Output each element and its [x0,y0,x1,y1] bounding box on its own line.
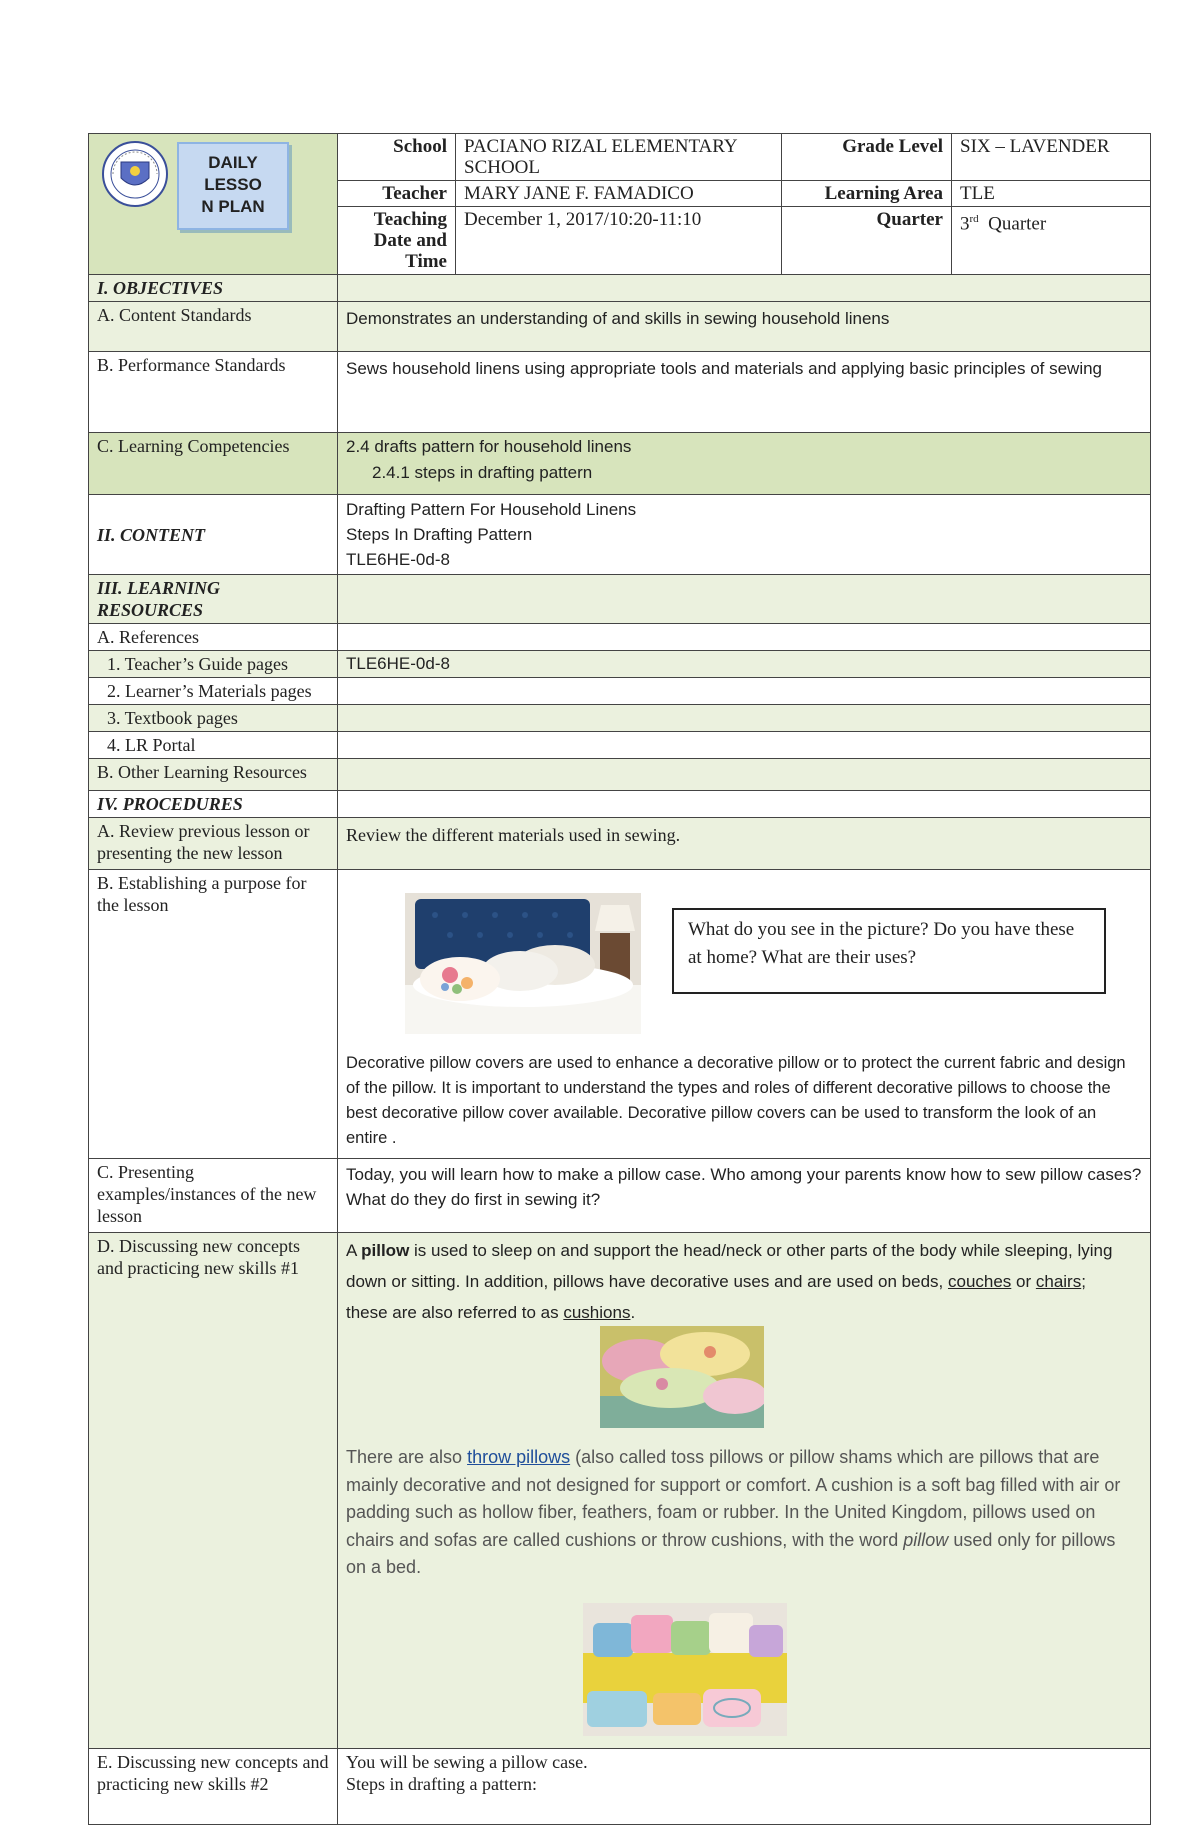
content-standards-value: Demonstrates an understanding of and skills in sewing household linens [338,302,1151,352]
discussing-1-content [338,1233,1150,1748]
pillow-p-lead: A [346,1241,362,1260]
procedures-empty [338,791,1151,818]
content-line-1: Drafting Pattern For Household Linens [346,500,637,519]
chairs-link[interactable]: chairs [1035,1272,1082,1291]
throw-p-tail: used only for pillows on a bed. [346,1529,1116,1577]
quarter-number: 3 [960,213,970,235]
learning-competencies-value [338,433,1151,495]
lr-portal-empty [338,732,1151,759]
purpose-label: B. Establishing a purpose for the lesson [89,870,338,1159]
quarter-word: Quarter [988,213,1047,235]
content-value [338,495,1151,575]
discussing-2-line-1: You will be sewing a pillow case. [346,1752,588,1772]
discussing-2-value [338,1749,1151,1825]
other-resources-label: B. Other Learning Resources [89,759,338,791]
other-resources-empty [338,759,1151,791]
grade-level-label: Grade Level [782,134,952,181]
learning-area-label: Learning Area [782,181,952,207]
objectives-heading: I. OBJECTIVES [89,275,338,302]
content-line-3: TLE6HE-0d-8 [346,550,450,569]
references-empty [338,624,1151,651]
throw-p-body: (also called toss pillows or pillow shams which are pillows that are mainly decorative and not designed for support or comfort. A cushion is a soft bag filled with air or padding such as hollow fiber, feathers, foam or rubber. In the United Kingdom, pillows used on chairs and sofas are called cushions or throw cushions, with the word [346,1447,1121,1550]
pillow-bold-word: pillow [361,1241,410,1260]
purpose-content [338,870,1150,1158]
teaching-date-label: Teaching Date and Time [338,207,456,275]
competency-line-2: 2.4.1 steps in drafting pattern [372,463,593,482]
objectives-empty [338,275,1151,302]
throw-pillows-paragraph [346,1444,1132,1582]
badge-line-2: LESSO [204,175,262,194]
discussing-2-line-2: Steps in drafting a pattern: [346,1774,537,1794]
review-lesson-value: Review the different materials used in sewing. [338,818,1151,870]
textbook-pages-label: 3. Textbook pages [89,705,338,732]
competency-line-1: 2.4 drafts pattern for household linens [346,437,632,456]
discussing-1-label: D. Discussing new concepts and practicing new skills #1 [89,1233,338,1749]
school-label: School [338,134,456,181]
review-lesson-label: A. Review previous lesson or presenting the new lesson [89,818,338,870]
purpose-value [338,870,1151,1159]
daily-lesson-plan-badge [177,142,289,230]
colorful-pillows-image [600,1326,764,1428]
teacher-label: Teacher [338,181,456,207]
presenting-examples-label: C. Presenting examples/instances of the new lesson [89,1159,338,1233]
couches-link[interactable]: couches [947,1272,1012,1291]
learners-materials-empty [338,678,1151,705]
school-value: PACIANO RIZAL ELEMENTARY SCHOOL [456,134,782,181]
logo-area [89,134,338,275]
content-standards-label: A. Content Standards [89,302,338,352]
throw-p-lead: There are also [346,1447,468,1467]
procedures-heading: IV. PROCEDURES [89,791,338,818]
teaching-date-value: December 1, 2017/10:20-11:10 [456,207,782,275]
teachers-guide-label: 1. Teacher’s Guide pages [89,651,338,678]
pillow-p-tail: ; these are also referred to as [346,1272,1086,1322]
pillow-italic-word: pillow [903,1529,949,1550]
performance-standards-value: Sews household linens using appropriate tools and materials and applying basic principles of sewing [338,352,1151,433]
throw-pillows-image [583,1603,787,1736]
decorative-pillow-text: Decorative pillow covers are used to enhance a decorative pillow or to protect the current fabric and design of the pillow. It is important to understand the types and roles of different decorative pillows to choose the best decorative pillow cover available. Decorative pillow covers can be used to transform the look of an entire . [346,1054,1126,1147]
question-box: What do you see in the picture? Do you have these at home? What are their uses? [672,908,1106,994]
performance-standards-label: B. Performance Standards [89,352,338,433]
pillow-p-body: is used to sleep on and support the head/neck or other parts of the body while sleeping, lying down or sitting. In addition, pillows have decorative uses and are used on beds, [346,1241,1113,1291]
quarter-value [952,207,1151,275]
pillow-paragraph [346,1235,1132,1328]
teachers-guide-value: TLE6HE-0d-8 [338,651,1151,678]
textbook-pages-empty [338,705,1151,732]
quarter-suffix: rd [969,213,979,225]
quarter-label: Quarter [782,207,952,275]
learning-area-value: TLE [952,181,1151,207]
content-heading: II. CONTENT [89,495,338,575]
bed-pillows-image [405,893,641,1034]
teacher-value: MARY JANE F. FAMADICO [456,181,782,207]
lesson-plan-document [88,133,1150,1825]
badge-line-3: N PLAN [201,197,265,216]
cushions-link[interactable]: cushions [563,1303,631,1322]
throw-pillows-link[interactable]: throw pillows [467,1447,571,1467]
lesson-plan-table [88,133,1151,1825]
badge-line-1: DAILY [208,153,258,172]
discussing-2-label: E. Discussing new concepts and practicing new skills #2 [89,1749,338,1825]
lr-portal-label: 4. LR Portal [89,732,338,759]
pillow-p-or: or [1011,1272,1036,1291]
learning-resources-empty [338,575,1151,624]
references-label: A. References [89,624,338,651]
content-line-2: Steps In Drafting Pattern [346,525,533,544]
grade-level-value: SIX – LAVENDER [952,134,1151,181]
presenting-examples-value: Today, you will learn how to make a pillow case. Who among your parents know how to sew pillow cases? What do they do first in sewing it? [338,1159,1151,1233]
pillow-p-end: . [630,1303,636,1322]
deped-seal-icon [101,140,169,208]
learners-materials-label: 2. Learner’s Materials pages [89,678,338,705]
learning-resources-heading: III. LEARNING RESOURCES [89,575,338,624]
discussing-1-value [338,1233,1151,1749]
learning-competencies-label: C. Learning Competencies [89,433,338,495]
